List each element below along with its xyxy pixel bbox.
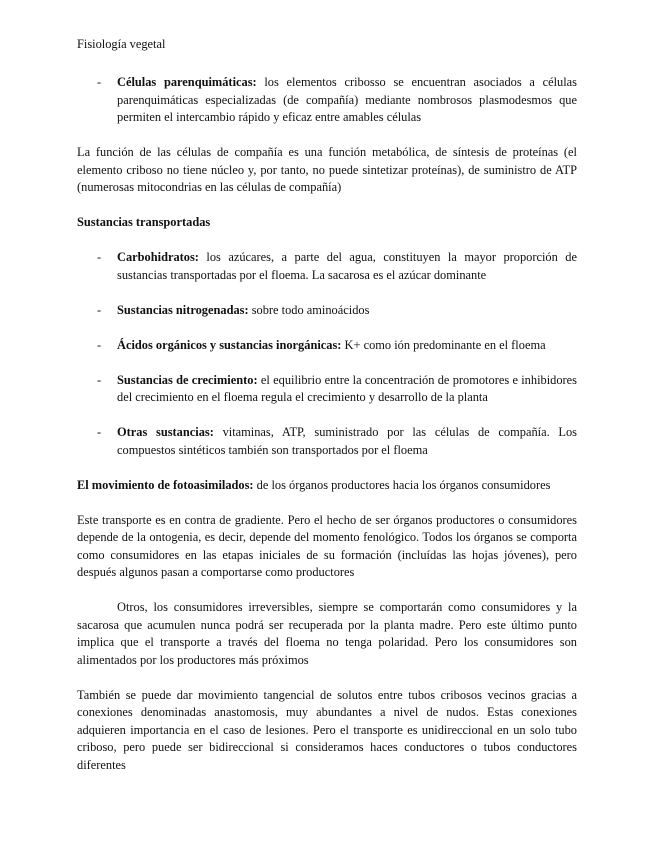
bullet-dash: - bbox=[97, 337, 102, 352]
list-item-celulas-parenquimaticas bbox=[77, 74, 577, 127]
text-acidos-organicos: K+ como ión predominante en el floema bbox=[341, 337, 546, 352]
bullet-dash: - bbox=[97, 302, 102, 317]
term-sustancias-crecimiento: Sustancias de crecimiento: bbox=[117, 372, 258, 387]
text-movimiento-fotoasimilados: de los órganos productores hacia los órganos consumidores bbox=[253, 477, 551, 492]
text-carbohidratos: los azúcares, a parte del agua, constituyen la mayor proporción de sustancias transportadas por el floema. La sacarosa es el azúcar dominante bbox=[117, 250, 577, 282]
page-header: Fisiología vegetal bbox=[77, 37, 166, 51]
text-otras-sustancias: vitaminas, ATP, suministrado por las células de compañía. Los compuestos sintéticos también son transportados por el floema bbox=[117, 425, 577, 457]
bullet-dash: - bbox=[97, 425, 102, 439]
text-sustancias-crecimiento: el equilibrio entre la concentración de promotores e inhibidores del crecimiento en el floema regula el crecimiento y desarrollo de la planta bbox=[117, 372, 577, 404]
term-sustancias-nitrogenadas: Sustancias nitrogenadas: bbox=[117, 302, 249, 317]
list-item-otras-sustancias bbox=[77, 424, 577, 459]
term-acidos-organicos: Ácidos orgánicos y sustancias inorgánicas: bbox=[117, 337, 342, 352]
paragraph-movimiento-fotoasimilados bbox=[77, 477, 577, 495]
term-celulas-parenquimaticas: Células parenquimáticas: bbox=[117, 75, 257, 89]
text-celulas-parenquimaticas: los elementos cribosso se encuentran asociados a células parenquimáticas especializadas (de compañía) mediante nombrosos plasmodesmos que permiten el intercambio rápido y eficaz entre amables células bbox=[117, 75, 578, 124]
document-body bbox=[77, 74, 577, 774]
list-item-sustancias-nitrogenadas bbox=[77, 302, 577, 320]
list-item-acidos-organicos bbox=[77, 337, 577, 355]
text-sustancias-nitrogenadas: sobre todo aminoácidos bbox=[248, 302, 370, 317]
bullet-dash: - bbox=[97, 75, 102, 89]
list-item-carbohidratos bbox=[77, 249, 577, 284]
paragraph-funcion-companía: La función de las células de compañía es una función metabólica, de síntesis de proteínas (el elemento criboso no tiene núcleo y, por tanto, no puede sintetizar proteínas), de suministro de ATP (numerosas mitocondrias en las células de compañía) bbox=[77, 145, 577, 194]
term-otras-sustancias: Otras sustancias: bbox=[117, 425, 214, 439]
bullet-dash: - bbox=[97, 250, 102, 264]
section-heading-sustancias: Sustancias transportadas bbox=[77, 215, 211, 229]
term-carbohidratos: Carbohidratos: bbox=[117, 250, 199, 264]
paragraph-transporte-gradiente: Este transporte es en contra de gradiente. Pero el hecho de ser órganos productores o consumidores depende de la ontogenia, es decir, depende del momento fenológico. Todos los órganos se comporta como consumidores en las etapas iniciales de su formación (incluídas las hojas jóvenes), pero después algunos pasan a comportarse como productores bbox=[77, 512, 577, 579]
term-movimiento-fotoasimilados: El movimiento de fotoasimilados: bbox=[77, 477, 254, 492]
bullet-dash: - bbox=[97, 372, 102, 387]
paragraph-consumidores-irreversibles: Otros, los consumidores irreversibles, siempre se comportarán como consumidores y la sacarosa que acumulen nunca podrá ser recuperada por la planta madre. Pero este último punto implica que el transporte a través del floema no tenga polaridad. Pero los consumidores son alimentados por los productores más próximos bbox=[77, 600, 577, 667]
list-item-sustancias-crecimiento bbox=[77, 372, 577, 407]
paragraph-movimiento-tangencial: También se puede dar movimiento tangencial de solutos entre tubos cribosos vecinos gracias a conexiones denominadas anastomosis, muy abundantes a nivel de nudos. Estas conexiones adquieren importancia en el caso de lesiones. Pero el transporte es unidireccional en un solo tubo criboso, pero puede ser bidireccional si consideramos haces conductores o tubos conductores diferentes bbox=[77, 687, 577, 772]
